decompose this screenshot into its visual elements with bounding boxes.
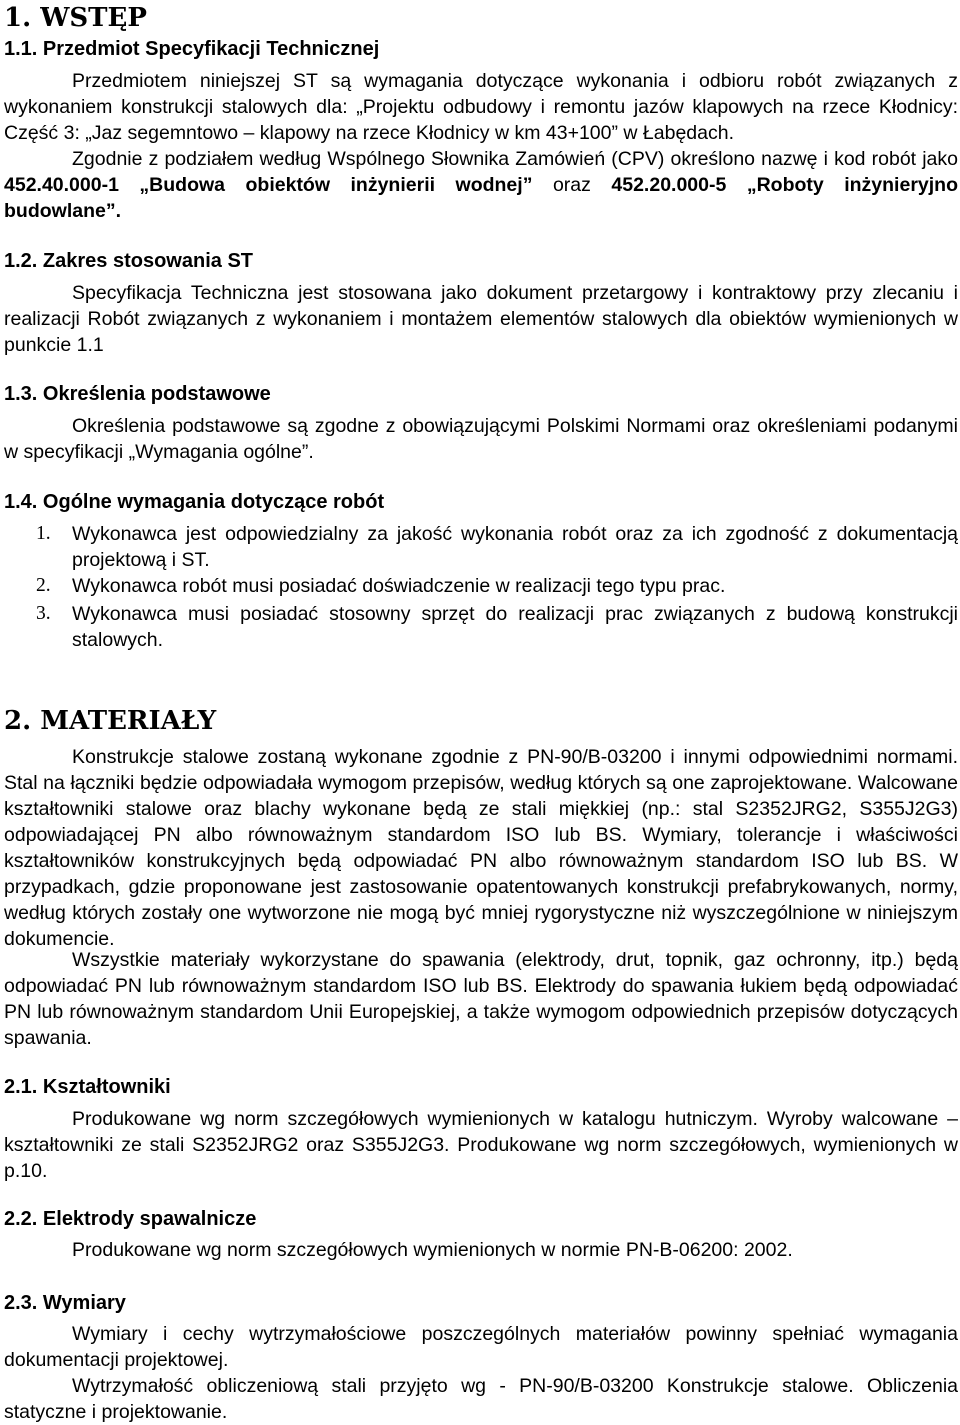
- list-item: [4, 521, 958, 573]
- list-item-number: 2.: [36, 575, 51, 596]
- section-1-3-paragraph: [4, 413, 958, 465]
- section-1-1-paragraph-2: [4, 146, 958, 224]
- section-1-2-paragraph: [4, 280, 958, 358]
- section-2-3-paragraph-2-text: Wytrzymałość obliczeniową stali przyjęto wg - PN-90/B-03200 Konstrukcje stalowe. Obliczenia statyczne i projektowanie.: [4, 1375, 958, 1423]
- cpv-conjunction: oraz: [532, 174, 612, 196]
- section-2-3-paragraph-1-text: Wymiary i cechy wytrzymałościowe poszczególnych materiałów powinny spełniać wymagania dokumentacji projektowej.: [4, 1323, 958, 1371]
- section-2-1-paragraph-text: Produkowane wg norm szczegółowych wymienionych w katalogu hutniczym. Wyroby walcowane – kształtowniki ze stali S2352JRG2 oraz S355J2G3. Produkowane wg norm szczegółowych, wymienionych w p.10.: [4, 1108, 958, 1182]
- section-2-1-heading: 2.1. Kształtowniki: [4, 1076, 171, 1098]
- section-2-paragraph-2: [4, 947, 958, 1051]
- section-1-1-paragraph-1: [4, 68, 958, 146]
- list-item-text: Wykonawca musi posiadać stosowny sprzęt do realizacji prac związanych z budową konstrukcji stalowych.: [72, 603, 958, 651]
- section-2-paragraph-1: [4, 744, 958, 952]
- section-2-2-heading: 2.2. Elektrody spawalnicze: [4, 1208, 257, 1230]
- cpv-code-2: 452.20.000-5 „Roboty inżynieryjno budowlane”.: [4, 174, 958, 222]
- section-2-title: 2. MATERIAŁY: [4, 706, 217, 736]
- section-2-3-paragraph-1: [4, 1321, 958, 1373]
- cpv-code-1: 452.40.000-1 „Budowa obiektów inżynierii wodnej”: [4, 174, 533, 196]
- section-2-paragraph-2-text: Wszystkie materiały wykorzystane do spawania (elektrody, drut, topnik, gaz ochronny, itp.) będą odpowiadać PN lub równoważnym standardom ISO lub BS. Elektrody do spawania łukiem będą odpowiadać PN lub równoważnym standardom Unii Europejskiej, a także wymogom odpowiednich przepisów dotyczących spawania.: [4, 949, 958, 1049]
- section-2-3-paragraph-2: [4, 1373, 958, 1425]
- section-1-3-paragraph-text: Określenia podstawowe są zgodne z obowiązującymi Polskimi Normami oraz określeniami podanymi w specyfikacji „Wymagania ogólne”.: [4, 415, 958, 463]
- section-1-2-heading: 1.2. Zakres stosowania ST: [4, 250, 253, 272]
- cpv-intro-text: Zgodnie z podziałem według Wspólnego Słownika Zamówień (CPV) określono nazwę i kod robót jako: [72, 148, 958, 170]
- list-item-text: Wykonawca jest odpowiedzialny za jakość wykonania robót oraz za ich zgodność z dokumentacją projektową i ST.: [72, 523, 958, 571]
- list-item-text: Wykonawca robót musi posiadać doświadczenie w realizacji tego typu prac.: [72, 575, 726, 597]
- section-1-2-paragraph-text: Specyfikacja Techniczna jest stosowana jako dokument przetargowy i kontraktowy przy zlecaniu i realizacji Robót związanych z wykonaniem i montażem elementów stalowych dla obiektów wymienionych w punkcie 1.1: [4, 282, 958, 356]
- section-2-3-heading: 2.3. Wymiary: [4, 1292, 126, 1314]
- list-item-number: 3.: [36, 603, 51, 624]
- list-item: [4, 601, 958, 653]
- section-1-title: 1. WSTĘP: [4, 3, 147, 33]
- section-2-paragraph-1-text: Konstrukcje stalowe zostaną wykonane zgodnie z PN-90/B-03200 i innymi odpowiednimi normami. Stal na łączniki będzie odpowiadała wymogom przepisów, według których są one zaprojektowane. Walcowane kształtowniki stalowe oraz blachy wykonane będą ze stali miękkiej (np.: stal S2352JRG2, S355J2G3) odpowiadającej PN albo równoważnym standardom ISO lub BS. Wymiary, tolerancje i właściwości kształtowników konstrukcyjnych będą odpowiadać PN albo równoważnym standardom ISO lub BS. W przypadkach, gdzie proponowane jest zastosowanie opatentowanych konstrukcji prefabrykowanych, normy, według których zostały one wytworzone nie mogą być mniej rygorystyczne niż wyszczególnione w niniejszym dokumencie.: [4, 746, 958, 950]
- list-item-number: 1.: [36, 523, 51, 544]
- section-1-4-heading: 1.4. Ogólne wymagania dotyczące robót: [4, 491, 385, 513]
- section-2-1-paragraph: [4, 1106, 958, 1184]
- section-1-3-heading: 1.3. Określenia podstawowe: [4, 383, 271, 405]
- list-item: [4, 573, 958, 599]
- section-1-1-paragraph-1-text: Przedmiotem niniejszej ST są wymagania dotyczące wykonania i odbioru robót związanych z wykonaniem konstrukcji stalowych dla: „Projektu odbudowy i remontu jazów klapowych na rzece Kłodnicy: Część 3: „Jaz segemntowo – klapowy na rzece Kłodnicy w km 43+100” w Łabędach.: [4, 70, 958, 144]
- section-1-1-heading: 1.1. Przedmiot Specyfikacji Technicznej: [4, 38, 380, 60]
- section-2-2-paragraph-text: Produkowane wg norm szczegółowych wymienionych w normie PN-B-06200: 2002.: [72, 1239, 793, 1261]
- section-2-2-paragraph: [4, 1237, 958, 1263]
